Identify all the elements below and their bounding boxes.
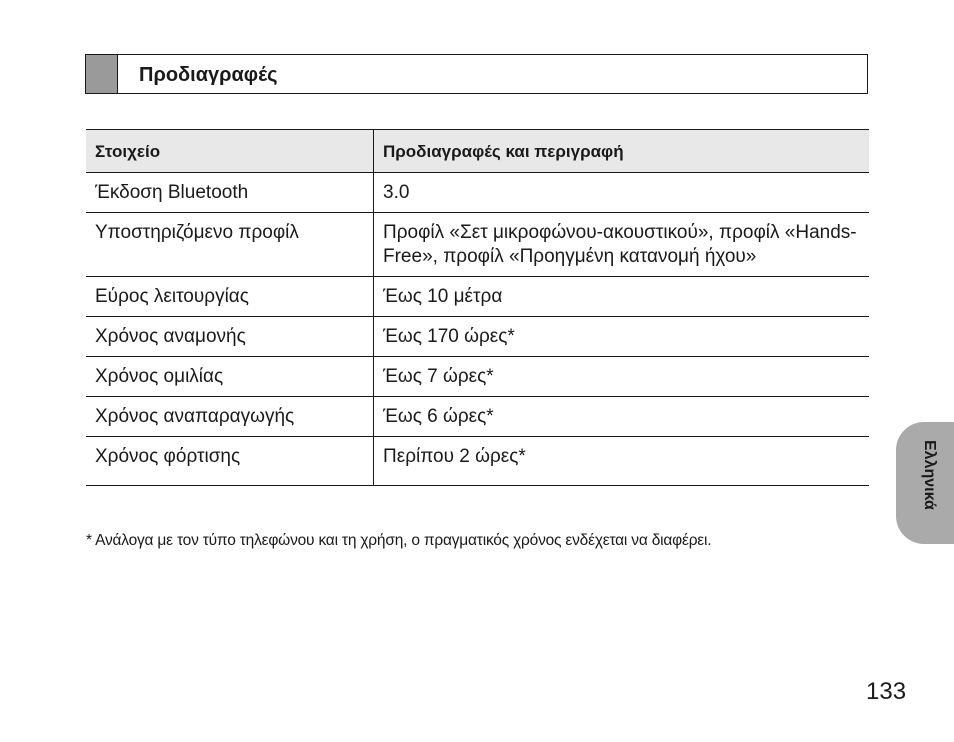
row-value: Προφίλ «Σετ μικροφώνου-ακουστικού», προφίλ «Hands-Free», προφίλ «Προηγμένη κατανομή ήχου» — [374, 213, 870, 277]
column-header-spec: Προδιαγραφές και περιγραφή — [374, 130, 870, 173]
table-row — [86, 317, 869, 357]
row-label: Εύρος λειτουργίας — [86, 277, 374, 317]
table-row — [86, 213, 869, 277]
column-header-item: Στοιχείο — [86, 130, 374, 173]
section-heading — [85, 54, 868, 94]
footnote: * Ανάλογα με τον τύπο τηλεφώνου και τη χρήση, ο πραγματικός χρόνος ενδέχεται να διαφέρει. — [86, 532, 712, 549]
row-value: 3.0 — [374, 173, 870, 213]
table-row — [86, 397, 869, 437]
specifications-table — [86, 129, 869, 486]
section-title: Προδιαγραφές — [139, 64, 278, 86]
row-label: Χρόνος αναμονής — [86, 317, 374, 357]
row-value: Έως 6 ώρες* — [374, 397, 870, 437]
heading-marker — [86, 55, 118, 93]
row-value: Περίπου 2 ώρες* — [374, 437, 870, 486]
row-label: Χρόνος φόρτισης — [86, 437, 374, 486]
table-row — [86, 437, 869, 486]
table-row — [86, 357, 869, 397]
table-header-row — [86, 130, 869, 173]
row-label: Υποστηριζόμενο προφίλ — [86, 213, 374, 277]
row-label: Έκδοση Bluetooth — [86, 173, 374, 213]
row-value: Έως 7 ώρες* — [374, 357, 870, 397]
language-tab-label: Ελληνικά — [921, 440, 938, 510]
row-label: Χρόνος αναπαραγωγής — [86, 397, 374, 437]
table-row — [86, 173, 869, 213]
row-value: Έως 170 ώρες* — [374, 317, 870, 357]
row-value: Έως 10 μέτρα — [374, 277, 870, 317]
page-number: 133 — [866, 678, 907, 705]
table-row — [86, 277, 869, 317]
row-label: Χρόνος ομιλίας — [86, 357, 374, 397]
